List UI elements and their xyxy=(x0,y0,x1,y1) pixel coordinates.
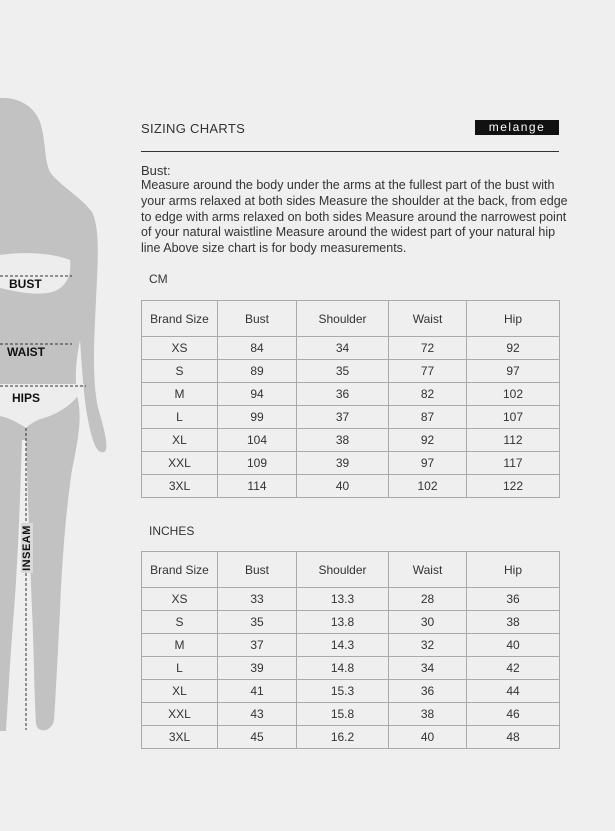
bust-heading: Bust: xyxy=(141,163,171,178)
cell-waist: 77 xyxy=(389,360,467,383)
cell-shoulder: 15.8 xyxy=(297,703,389,726)
cell-hip: 38 xyxy=(467,611,560,634)
page-title: SIZING CHARTS xyxy=(141,121,246,136)
inches-size-table xyxy=(141,551,560,749)
cell-bust: 43 xyxy=(218,703,297,726)
table-header-row xyxy=(142,301,560,337)
cell-waist: 87 xyxy=(389,406,467,429)
table-header-row xyxy=(142,552,560,588)
cell-size: XL xyxy=(142,429,218,452)
body-silhouette-figure xyxy=(0,0,120,831)
table-row xyxy=(142,475,560,498)
table-row xyxy=(142,657,560,680)
cell-size: L xyxy=(142,406,218,429)
header-hip: Hip xyxy=(467,552,560,588)
cell-size: S xyxy=(142,611,218,634)
cell-shoulder: 40 xyxy=(297,475,389,498)
cell-size: XS xyxy=(142,337,218,360)
cell-hip: 42 xyxy=(467,657,560,680)
figure-label-waist: WAIST xyxy=(7,345,45,359)
cell-hip: 112 xyxy=(467,429,560,452)
cell-waist: 36 xyxy=(389,680,467,703)
cell-bust: 45 xyxy=(218,726,297,749)
cell-hip: 107 xyxy=(467,406,560,429)
cell-hip: 102 xyxy=(467,383,560,406)
cell-size: XXL xyxy=(142,452,218,475)
cell-shoulder: 13.3 xyxy=(297,588,389,611)
cell-hip: 122 xyxy=(467,475,560,498)
cell-size: XXL xyxy=(142,703,218,726)
cell-bust: 37 xyxy=(218,634,297,657)
table-row xyxy=(142,429,560,452)
cell-shoulder: 37 xyxy=(297,406,389,429)
cell-waist: 40 xyxy=(389,726,467,749)
table-row xyxy=(142,337,560,360)
cell-hip: 48 xyxy=(467,726,560,749)
cm-size-table xyxy=(141,300,560,498)
cell-shoulder: 34 xyxy=(297,337,389,360)
cell-hip: 92 xyxy=(467,337,560,360)
table-row xyxy=(142,703,560,726)
cell-hip: 36 xyxy=(467,588,560,611)
header-brand-size: Brand Size xyxy=(142,552,218,588)
cell-bust: 33 xyxy=(218,588,297,611)
table-row xyxy=(142,383,560,406)
header-bust: Bust xyxy=(218,301,297,337)
cell-waist: 102 xyxy=(389,475,467,498)
cell-waist: 32 xyxy=(389,634,467,657)
cell-size: L xyxy=(142,657,218,680)
measurement-description: Measure around the body under the arms at the fullest part of the bust with your arms relaxed at both sides Measure the shoulder at the back, from edge to edge with arms relaxed on both sides Measure around the narrowest point of your natural waistline Measure around the widest part of your natural hip line Above size chart is for body measurements. xyxy=(141,178,568,256)
brand-logo: melange xyxy=(475,120,559,135)
header-shoulder: Shoulder xyxy=(297,552,389,588)
cell-size: 3XL xyxy=(142,726,218,749)
cell-bust: 94 xyxy=(218,383,297,406)
cell-waist: 34 xyxy=(389,657,467,680)
cell-size: XL xyxy=(142,680,218,703)
table-row xyxy=(142,360,560,383)
cell-shoulder: 13.8 xyxy=(297,611,389,634)
table-row xyxy=(142,726,560,749)
cell-waist: 38 xyxy=(389,703,467,726)
title-divider xyxy=(141,151,559,152)
table-row xyxy=(142,680,560,703)
cell-bust: 99 xyxy=(218,406,297,429)
cell-hip: 44 xyxy=(467,680,560,703)
cell-waist: 30 xyxy=(389,611,467,634)
cell-shoulder: 16.2 xyxy=(297,726,389,749)
cell-shoulder: 36 xyxy=(297,383,389,406)
header-bust: Bust xyxy=(218,552,297,588)
cell-shoulder: 35 xyxy=(297,360,389,383)
cell-bust: 41 xyxy=(218,680,297,703)
cell-waist: 28 xyxy=(389,588,467,611)
header-waist: Waist xyxy=(389,301,467,337)
cell-hip: 97 xyxy=(467,360,560,383)
header-hip: Hip xyxy=(467,301,560,337)
cell-bust: 104 xyxy=(218,429,297,452)
table-row xyxy=(142,452,560,475)
table-row xyxy=(142,406,560,429)
cell-shoulder: 15.3 xyxy=(297,680,389,703)
header-waist: Waist xyxy=(389,552,467,588)
cell-size: 3XL xyxy=(142,475,218,498)
cell-size: XS xyxy=(142,588,218,611)
cell-waist: 97 xyxy=(389,452,467,475)
cell-waist: 82 xyxy=(389,383,467,406)
cell-waist: 72 xyxy=(389,337,467,360)
cm-unit-label: CM xyxy=(149,272,168,286)
cell-hip: 117 xyxy=(467,452,560,475)
cell-bust: 114 xyxy=(218,475,297,498)
cell-shoulder: 14.3 xyxy=(297,634,389,657)
cell-waist: 92 xyxy=(389,429,467,452)
cell-shoulder: 38 xyxy=(297,429,389,452)
cell-shoulder: 39 xyxy=(297,452,389,475)
cell-size: M xyxy=(142,383,218,406)
cell-shoulder: 14.8 xyxy=(297,657,389,680)
cell-bust: 39 xyxy=(218,657,297,680)
cell-bust: 89 xyxy=(218,360,297,383)
table-row xyxy=(142,588,560,611)
cell-size: S xyxy=(142,360,218,383)
cell-hip: 40 xyxy=(467,634,560,657)
header-brand-size: Brand Size xyxy=(142,301,218,337)
cell-hip: 46 xyxy=(467,703,560,726)
table-row xyxy=(142,634,560,657)
cell-bust: 109 xyxy=(218,452,297,475)
header-shoulder: Shoulder xyxy=(297,301,389,337)
figure-label-inseam: INSEAM xyxy=(21,525,33,571)
cell-bust: 84 xyxy=(218,337,297,360)
table-row xyxy=(142,611,560,634)
figure-label-bust: BUST xyxy=(9,277,42,291)
figure-label-hips: HIPS xyxy=(12,391,41,405)
cell-bust: 35 xyxy=(218,611,297,634)
cell-size: M xyxy=(142,634,218,657)
inches-unit-label: INCHES xyxy=(149,524,195,538)
